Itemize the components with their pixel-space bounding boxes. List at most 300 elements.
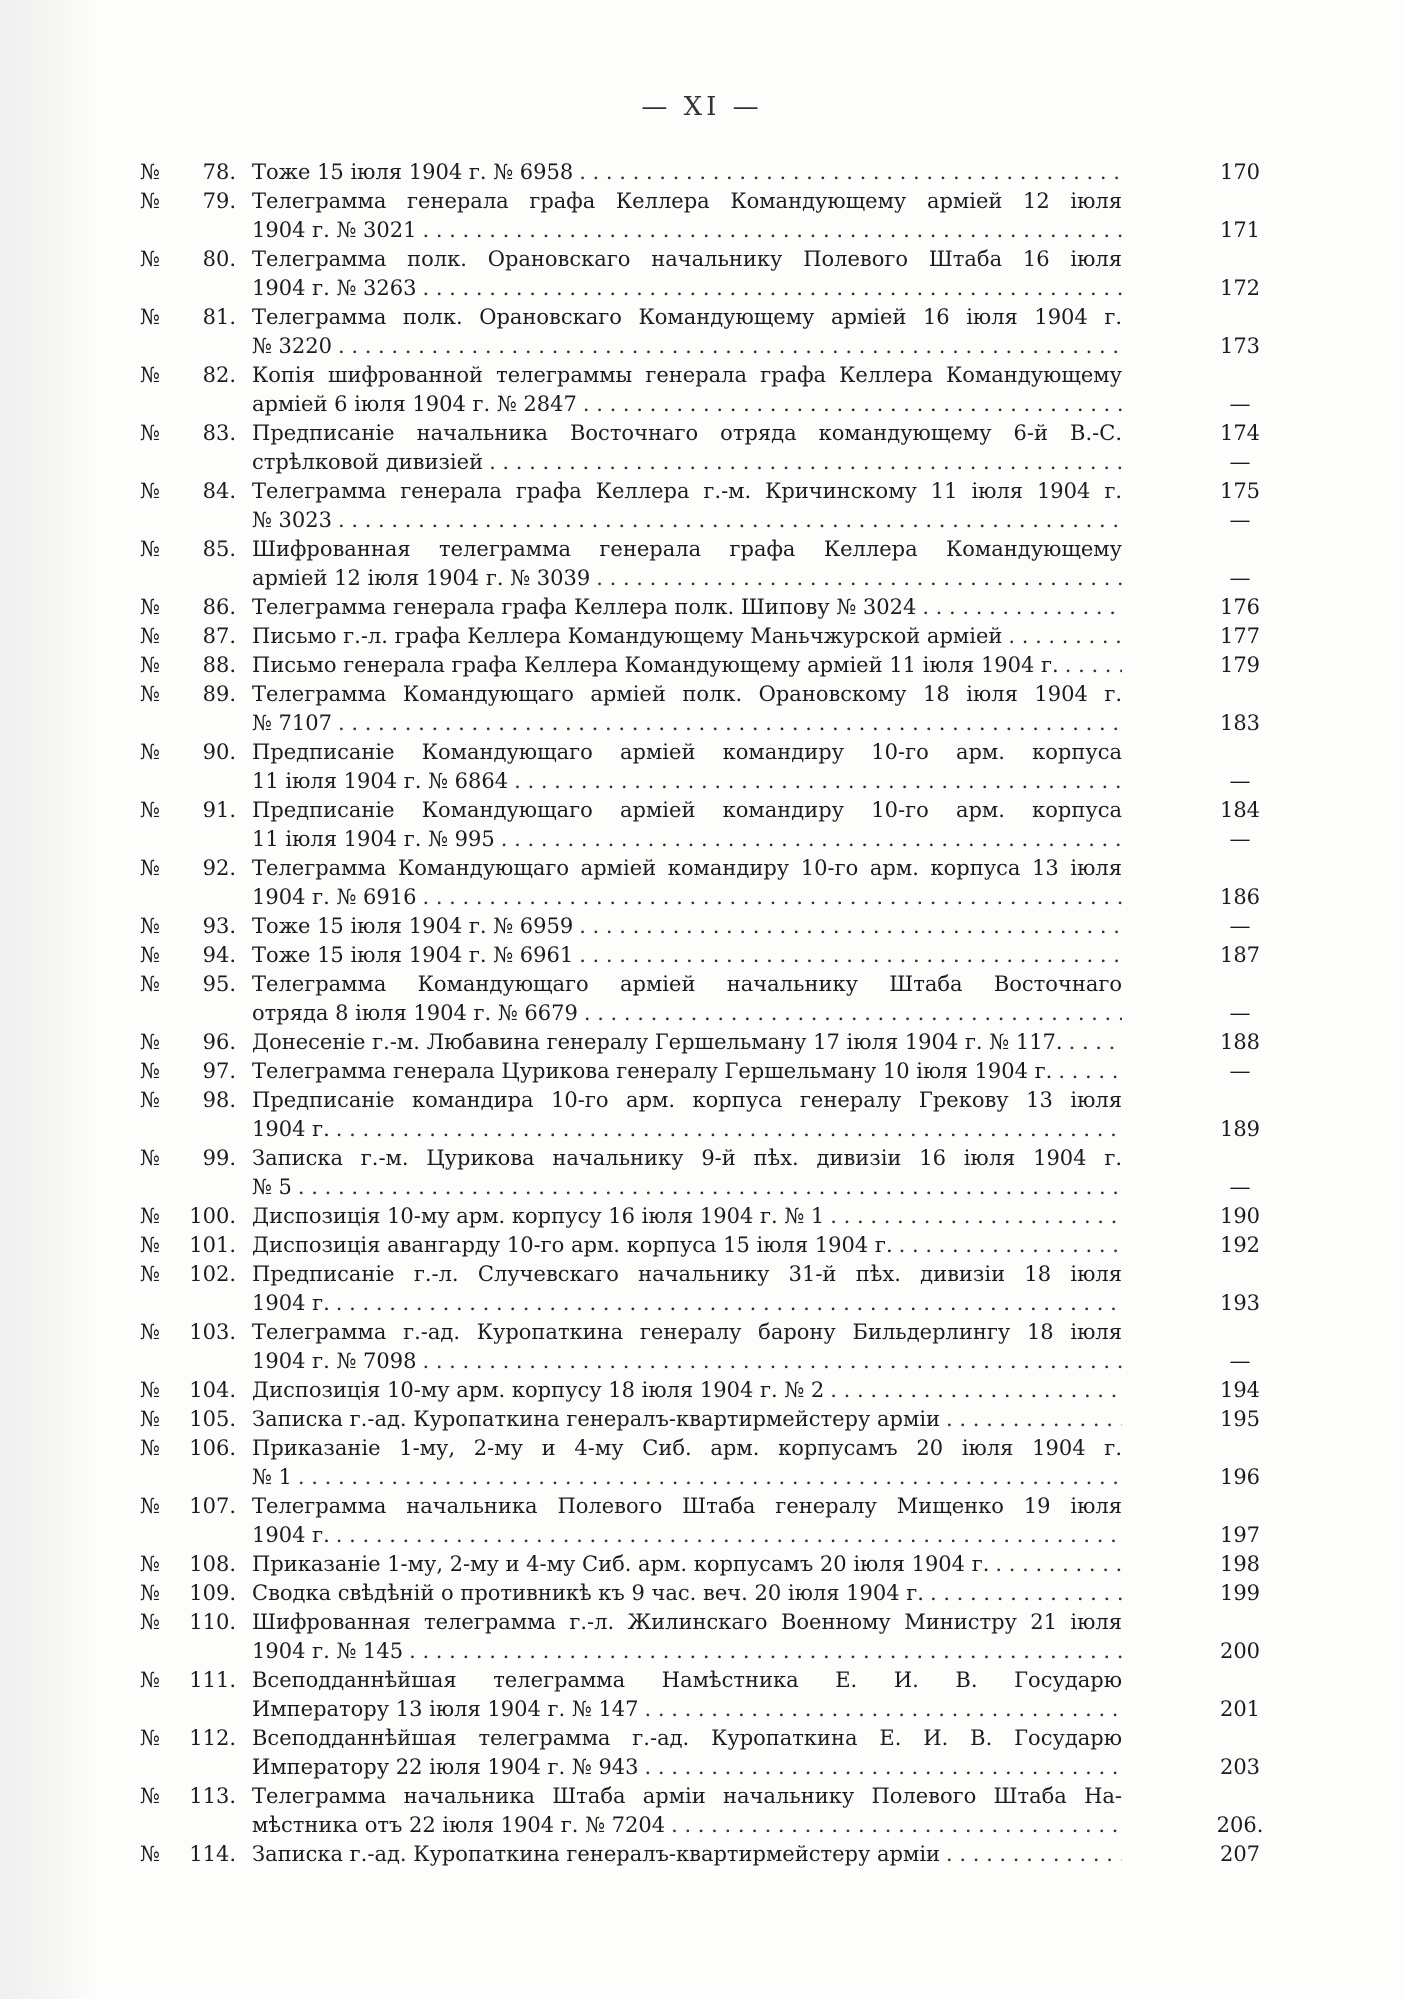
- entry-title: [252, 1028, 1200, 1057]
- page-ref: 198: [1219, 1552, 1261, 1576]
- page-ref: 201: [1219, 1697, 1261, 1721]
- toc-entry: [140, 535, 1280, 593]
- entry-number: 90.: [202, 740, 236, 764]
- page-ref: —: [1229, 566, 1251, 590]
- entry-title-text: арміей 12 іюля 1904 г. № 3039: [252, 566, 591, 590]
- entry-title-text: № 1: [252, 1465, 292, 1489]
- number-sign: №: [140, 624, 160, 648]
- number-sign: №: [140, 1436, 160, 1460]
- page-ref: [1200, 680, 1280, 709]
- toc-entry: [140, 941, 1280, 970]
- number-sign: №: [140, 595, 160, 619]
- entry-number: 113.: [189, 1784, 236, 1808]
- entry-title: [252, 1492, 1200, 1550]
- dot-leader: [298, 1463, 1122, 1492]
- entry-title-line: [252, 1231, 1122, 1260]
- page-ref: 176: [1219, 595, 1261, 619]
- entry-title-line: [252, 1028, 1122, 1057]
- entry-title: [252, 622, 1200, 651]
- entry-title: [252, 158, 1200, 187]
- entry-title-line: [252, 1318, 1122, 1347]
- entry-number: 79.: [202, 189, 236, 213]
- entry-number: 85.: [202, 537, 236, 561]
- toc-entry: [140, 245, 1280, 303]
- entry-title: [252, 477, 1200, 535]
- number-sign: №: [140, 856, 160, 880]
- entry-title: [252, 1782, 1200, 1840]
- entry-number: 80.: [202, 247, 236, 271]
- page-ref-column: [1200, 912, 1280, 941]
- page-ref: 206.: [1216, 1813, 1264, 1837]
- page-ref: —: [1229, 769, 1251, 793]
- entry-title-text: 11 іюля 1904 г. № 995: [252, 827, 495, 851]
- entry-title: [252, 1260, 1200, 1318]
- entry-title-line: [252, 274, 1122, 303]
- dot-leader: [946, 1840, 1122, 1869]
- entry-title-text: Записка г.-ад. Куропаткина генералъ-квартирмейстеру арміи: [252, 1407, 941, 1431]
- entry-title-line: [252, 506, 1122, 535]
- table-of-contents: [140, 158, 1280, 1869]
- entry-title-line: [252, 651, 1122, 680]
- entry-title-line: [252, 1840, 1122, 1869]
- number-sign: №: [140, 305, 160, 329]
- number-sign: №: [140, 1581, 160, 1605]
- entry-title: [252, 970, 1200, 1028]
- entry-title-text: 1904 г.: [252, 1117, 330, 1141]
- entry-number: 98.: [202, 1088, 236, 1112]
- dot-leader: [422, 883, 1122, 912]
- page-ref-column: [1200, 361, 1280, 419]
- page-ref: —: [1229, 1001, 1251, 1025]
- dot-leader: [1065, 651, 1122, 680]
- page-ref: 199: [1219, 1581, 1261, 1605]
- entry-number: 107.: [189, 1494, 236, 1518]
- page-ref-column: [1200, 1782, 1280, 1840]
- entry-title-line: [252, 1463, 1122, 1492]
- entry-title-text: 1904 г. № 3263: [252, 276, 417, 300]
- entry-title-line: [252, 1086, 1122, 1115]
- page-ref: 190: [1219, 1204, 1261, 1228]
- entry-title-text: Донесеніе г.-м. Любавина генералу Гершельману 17 іюля 1904 г. № 117.: [252, 1030, 1063, 1054]
- page-ref-column: [1200, 535, 1280, 593]
- entry-title-line: [252, 1782, 1122, 1811]
- page-ref: —: [1229, 508, 1251, 532]
- toc-entry: [140, 1086, 1280, 1144]
- entry-title-line: [252, 767, 1122, 796]
- toc-entry: [140, 303, 1280, 361]
- entry-title-line: [252, 883, 1122, 912]
- entry-title-line: [252, 216, 1122, 245]
- entry-title-line: [252, 448, 1122, 477]
- page-ref: 172: [1219, 276, 1261, 300]
- entry-title-text: Письмо генерала графа Келлера Командующему арміей 11 іюля 1904 г.: [252, 653, 1059, 677]
- entry-title: [252, 941, 1200, 970]
- toc-entry: [140, 1724, 1280, 1782]
- entry-title-line: [252, 158, 1122, 187]
- toc-entry: [140, 187, 1280, 245]
- entry-title-text: Письмо г.-л. графа Келлера Командующему Маньчжурской арміей: [252, 624, 1003, 648]
- page-ref: 194: [1219, 1378, 1261, 1402]
- entry-title-line: [252, 1202, 1122, 1231]
- page-ref-column: [1200, 796, 1280, 854]
- number-sign: №: [140, 1668, 160, 1692]
- number-sign: №: [140, 1059, 160, 1083]
- entry-title: [252, 1666, 1200, 1724]
- entry-title-text: Сводка свѣдѣній о противникѣ къ 9 час. веч. 20 іюля 1904 г.: [252, 1581, 924, 1605]
- entry-title-text: Записка г.-ад. Куропаткина генералъ-квартирмейстеру арміи: [252, 1842, 941, 1866]
- entry-title-line: [252, 1289, 1122, 1318]
- toc-entry: [140, 1231, 1280, 1260]
- page-ref: 192: [1219, 1233, 1261, 1257]
- entry-title-text: Телеграмма полк. Орановскаго Командующему арміей 16 іюля 1904 г.: [252, 305, 1122, 329]
- page-ref-column: [1200, 1057, 1280, 1086]
- entry-number: 87.: [202, 624, 236, 648]
- number-sign: №: [140, 1407, 160, 1431]
- page-ref: 184: [1219, 798, 1261, 822]
- page-ref-column: [1200, 854, 1280, 912]
- toc-entry: [140, 593, 1280, 622]
- number-sign: №: [140, 1726, 160, 1750]
- entry-title: [252, 1202, 1200, 1231]
- entry-title-text: Телеграмма Командующаго арміей полк. Орановскому 18 іюля 1904 г.: [252, 682, 1122, 706]
- number-sign: №: [140, 1494, 160, 1518]
- number-sign: №: [140, 943, 160, 967]
- entry-title-text: Телеграмма генерала графа Келлера Командующему арміей 12 іюля: [252, 189, 1122, 213]
- entry-number: 101.: [189, 1233, 236, 1257]
- toc-entry: [140, 1144, 1280, 1202]
- number-sign: №: [140, 1552, 160, 1576]
- toc-entry: [140, 854, 1280, 912]
- number-sign: №: [140, 1842, 160, 1866]
- entry-number: 97.: [202, 1059, 236, 1083]
- entry-title-line: [252, 738, 1122, 767]
- entry-title: [252, 361, 1200, 419]
- entry-title-line: [252, 593, 1122, 622]
- scan-edge-shadow: [0, 0, 96, 1999]
- page-ref-column: [1200, 651, 1280, 680]
- number-sign: №: [140, 740, 160, 764]
- entry-number: 89.: [202, 682, 236, 706]
- entry-title-line: [252, 1579, 1122, 1608]
- entry-title-text: Приказаніе 1-му, 2-му и 4-му Сиб. арм. корпусамъ 20 іюля 1904 г.: [252, 1436, 1122, 1460]
- entry-title-text: 1904 г. № 3021: [252, 218, 417, 242]
- entry-number: 108.: [189, 1552, 236, 1576]
- entry-title-text: Приказаніе 1-му, 2-му и 4-му Сиб. арм. корпусамъ 20 іюля 1904 г.: [252, 1552, 990, 1576]
- entry-number: 104.: [189, 1378, 236, 1402]
- entry-title-line: [252, 1405, 1122, 1434]
- dot-leader: [422, 274, 1122, 303]
- page-ref: [1200, 361, 1280, 390]
- entry-title: [252, 1840, 1200, 1869]
- page-ref: 200: [1219, 1639, 1261, 1663]
- entry-title: [252, 1550, 1200, 1579]
- entry-title-line: [252, 1144, 1122, 1173]
- number-sign: №: [140, 1088, 160, 1112]
- entry-number: 88.: [202, 653, 236, 677]
- entry-number: 96.: [202, 1030, 236, 1054]
- entry-title-text: Телеграмма Командующаго арміей командиру 10-го арм. корпуса 13 іюля: [252, 856, 1122, 880]
- page-ref-column: [1200, 245, 1280, 303]
- entry-title-line: [252, 187, 1122, 216]
- entry-number: 92.: [202, 856, 236, 880]
- entry-title-text: Телеграмма Командующаго арміей начальнику Штаба Восточнаго: [252, 972, 1122, 996]
- page-ref: [1200, 1608, 1280, 1637]
- page-ref-column: [1200, 419, 1280, 477]
- page-ref-column: [1200, 622, 1280, 651]
- entry-title-line: [252, 1753, 1122, 1782]
- toc-entry: [140, 1057, 1280, 1086]
- number-sign: №: [140, 1262, 160, 1286]
- entry-title-line: [252, 1724, 1122, 1753]
- entry-number: 103.: [189, 1320, 236, 1344]
- page-ref: 174: [1219, 421, 1261, 445]
- dot-leader: [899, 1231, 1122, 1260]
- entry-title-text: мѣстника отъ 22 іюля 1904 г. № 7204: [252, 1813, 666, 1837]
- entry-number: 100.: [189, 1204, 236, 1228]
- page-ref: 193: [1219, 1291, 1261, 1315]
- entry-title: [252, 535, 1200, 593]
- page-ref: 197: [1219, 1523, 1261, 1547]
- toc-entry: [140, 1028, 1280, 1057]
- toc-entry: [140, 1405, 1280, 1434]
- entry-title-text: 1904 г. № 145: [252, 1639, 404, 1663]
- dot-leader: [298, 1173, 1122, 1202]
- toc-entry: [140, 1376, 1280, 1405]
- page-ref: 189: [1219, 1117, 1261, 1141]
- toc-entry: [140, 970, 1280, 1028]
- page-number: — XI —: [641, 92, 763, 122]
- toc-entry: [140, 796, 1280, 854]
- page-ref-column: [1200, 158, 1280, 187]
- entry-title-text: Копія шифрованной телеграммы генерала графа Келлера Командующему: [252, 363, 1122, 387]
- page-ref-column: [1200, 970, 1280, 1028]
- entry-title-text: Телеграмма генерала графа Келлера полк. Шипову № 3024: [252, 595, 917, 619]
- page-ref-column: [1200, 1086, 1280, 1144]
- entry-title-line: [252, 1115, 1122, 1144]
- dot-leader: [930, 1579, 1122, 1608]
- entry-number: 110.: [189, 1610, 236, 1634]
- entry-title: [252, 187, 1200, 245]
- entry-number: 94.: [202, 943, 236, 967]
- entry-title-line: [252, 419, 1122, 448]
- entry-title-text: Всеподданнѣйшая телеграмма г.-ад. Куропаткина Е. И. В. Государю: [252, 1726, 1122, 1750]
- dot-leader: [922, 593, 1122, 622]
- page-ref-column: [1200, 1724, 1280, 1782]
- entry-title-text: Шифрованная телеграмма генерала графа Келлера Командующему: [252, 537, 1122, 561]
- entry-title-line: [252, 535, 1122, 564]
- entry-title-line: [252, 1608, 1122, 1637]
- entry-title-text: Тоже 15 іюля 1904 г. № 6961: [252, 943, 574, 967]
- entry-title-line: [252, 564, 1122, 593]
- page-ref: [1200, 1144, 1280, 1173]
- page-ref: —: [1229, 392, 1251, 416]
- page-ref-column: [1200, 738, 1280, 796]
- page-ref: [1200, 187, 1280, 216]
- entry-number: 86.: [202, 595, 236, 619]
- toc-entry: [140, 477, 1280, 535]
- page-ref: 183: [1219, 711, 1261, 735]
- dot-leader: [671, 1811, 1122, 1840]
- number-sign: №: [140, 1784, 160, 1808]
- toc-entry: [140, 912, 1280, 941]
- page-ref: [1200, 303, 1280, 332]
- toc-entry: [140, 1579, 1280, 1608]
- page-ref: 179: [1219, 653, 1261, 677]
- entry-title-line: [252, 1695, 1122, 1724]
- number-sign: №: [140, 537, 160, 561]
- toc-entry: [140, 1666, 1280, 1724]
- page-ref-column: [1200, 1318, 1280, 1376]
- dot-leader: [489, 448, 1122, 477]
- dot-leader: [830, 1376, 1122, 1405]
- entry-title-line: [252, 390, 1122, 419]
- dot-leader: [409, 1637, 1122, 1666]
- dot-leader: [336, 1521, 1122, 1550]
- dot-leader: [422, 1347, 1122, 1376]
- toc-entry: [140, 1318, 1280, 1376]
- page-ref-column: [1200, 1666, 1280, 1724]
- entry-title-text: 1904 г. № 6916: [252, 885, 417, 909]
- entry-title: [252, 680, 1200, 738]
- page-ref: [1200, 854, 1280, 883]
- page-ref: [1200, 1318, 1280, 1347]
- entry-title-text: 11 іюля 1904 г. № 6864: [252, 769, 509, 793]
- dot-leader: [995, 1550, 1122, 1579]
- page-ref-column: [1200, 187, 1280, 245]
- entry-number: 112.: [189, 1726, 236, 1750]
- entry-title-text: Записка г.-м. Цурикова начальнику 9-й пѣх. дивизіи 16 іюля 1904 г.: [252, 1146, 1122, 1170]
- page-ref-column: [1200, 477, 1280, 535]
- number-sign: №: [140, 1233, 160, 1257]
- entry-title-line: [252, 854, 1122, 883]
- page-ref: 170: [1219, 160, 1261, 184]
- entry-title: [252, 1057, 1200, 1086]
- toc-entry: [140, 361, 1280, 419]
- entry-title-line: [252, 970, 1122, 999]
- entry-title-text: Тоже 15 іюля 1904 г. № 6958: [252, 160, 574, 184]
- entry-title-text: Предписаніе командира 10-го арм. корпуса генералу Грекову 13 іюля: [252, 1088, 1122, 1112]
- toc-entry: [140, 1840, 1280, 1869]
- entry-title-text: Телеграмма полк. Орановскаго начальнику Полевого Штаба 16 іюля: [252, 247, 1122, 271]
- entry-title-line: [252, 477, 1122, 506]
- dot-leader: [1008, 622, 1122, 651]
- number-sign: №: [140, 363, 160, 387]
- dot-leader: [336, 1115, 1122, 1144]
- number-sign: №: [140, 972, 160, 996]
- page-ref: —: [1229, 1059, 1251, 1083]
- entry-number: 106.: [189, 1436, 236, 1460]
- page-ref: [1200, 738, 1280, 767]
- toc-entry: [140, 1492, 1280, 1550]
- page-ref-column: [1200, 1144, 1280, 1202]
- toc-entry: [140, 1434, 1280, 1492]
- entry-title-line: [252, 332, 1122, 361]
- entry-number: 102.: [189, 1262, 236, 1286]
- number-sign: №: [140, 160, 160, 184]
- page-ref: [1200, 1434, 1280, 1463]
- page-ref: —: [1229, 1175, 1251, 1199]
- number-sign: №: [140, 1146, 160, 1170]
- entry-number: 95.: [202, 972, 236, 996]
- page-ref: [1200, 1492, 1280, 1521]
- entry-title-line: [252, 1376, 1122, 1405]
- entry-title-text: Императору 22 іюля 1904 г. № 943: [252, 1755, 639, 1779]
- entry-title-line: [252, 941, 1122, 970]
- dot-leader: [422, 216, 1122, 245]
- entry-title-text: арміей 6 іюля 1904 г. № 2847: [252, 392, 577, 416]
- toc-entry: [140, 1260, 1280, 1318]
- entry-title-text: Телеграмма генерала Цурикова генералу Гершельману 10 іюля 1904 г.: [252, 1059, 1053, 1083]
- entry-title-text: Диспозиція 10-му арм. корпусу 18 іюля 1904 г. № 2: [252, 1378, 825, 1402]
- dot-leader: [596, 564, 1122, 593]
- entry-title-text: Телеграмма генерала графа Келлера г.-м. Кричинскому 11 іюля 1904 г.: [252, 479, 1122, 503]
- entry-number: 82.: [202, 363, 236, 387]
- entry-title-text: Телеграмма начальника Полевого Штаба генералу Мищенко 19 іюля: [252, 1494, 1122, 1518]
- toc-entry: [140, 738, 1280, 796]
- entry-number: 99.: [202, 1146, 236, 1170]
- entry-title: [252, 1579, 1200, 1608]
- entry-title: [252, 303, 1200, 361]
- entry-number: 83.: [202, 421, 236, 445]
- entry-title: [252, 854, 1200, 912]
- entry-title-text: Шифрованная телеграмма г.-л. Жилинскаго Военному Министру 21 іюля: [252, 1610, 1122, 1634]
- entry-title-text: отряда 8 іюля 1904 г. № 6679: [252, 1001, 578, 1025]
- entry-title-line: [252, 999, 1122, 1028]
- page-ref-column: [1200, 1434, 1280, 1492]
- dot-leader: [579, 158, 1122, 187]
- number-sign: №: [140, 479, 160, 503]
- number-sign: №: [140, 1320, 160, 1344]
- page-ref-column: [1200, 1231, 1280, 1260]
- entry-title-line: [252, 361, 1122, 390]
- entry-number: 91.: [202, 798, 236, 822]
- page-ref: —: [1229, 1349, 1251, 1373]
- page-ref-column: [1200, 1376, 1280, 1405]
- dot-leader: [583, 390, 1122, 419]
- page-ref: [1200, 1724, 1280, 1753]
- entry-title-line: [252, 680, 1122, 709]
- page-ref: 203: [1219, 1755, 1261, 1779]
- number-sign: №: [140, 1378, 160, 1402]
- entry-title: [252, 245, 1200, 303]
- entry-title-line: [252, 1260, 1122, 1289]
- entry-title-line: [252, 709, 1122, 738]
- number-sign: №: [140, 653, 160, 677]
- dot-leader: [338, 506, 1122, 535]
- entry-title-line: [252, 1057, 1122, 1086]
- page-ref-column: [1200, 303, 1280, 361]
- page-ref-column: [1200, 593, 1280, 622]
- toc-entry: [140, 1550, 1280, 1579]
- page-ref: 196: [1219, 1465, 1261, 1489]
- entry-number: 105.: [189, 1407, 236, 1431]
- entry-title: [252, 912, 1200, 941]
- entry-title-text: Телеграмма начальника Штаба арміи начальнику Полевого Штаба На-: [252, 1784, 1122, 1808]
- entry-title-text: Императору 13 іюля 1904 г. № 147: [252, 1697, 639, 1721]
- entry-title-line: [252, 1811, 1122, 1840]
- dot-leader: [1069, 1028, 1122, 1057]
- page-ref: 175: [1219, 479, 1261, 503]
- page-ref-column: [1200, 1550, 1280, 1579]
- toc-entry: [140, 1782, 1280, 1840]
- dot-leader: [645, 1753, 1122, 1782]
- entry-title-line: [252, 622, 1122, 651]
- entry-title: [252, 796, 1200, 854]
- number-sign: №: [140, 798, 160, 822]
- number-sign: №: [140, 1030, 160, 1054]
- entry-title-text: Предписаніе начальника Восточнаго отряда командующему 6-й В.-С.: [252, 421, 1122, 445]
- page-ref: [1200, 245, 1280, 274]
